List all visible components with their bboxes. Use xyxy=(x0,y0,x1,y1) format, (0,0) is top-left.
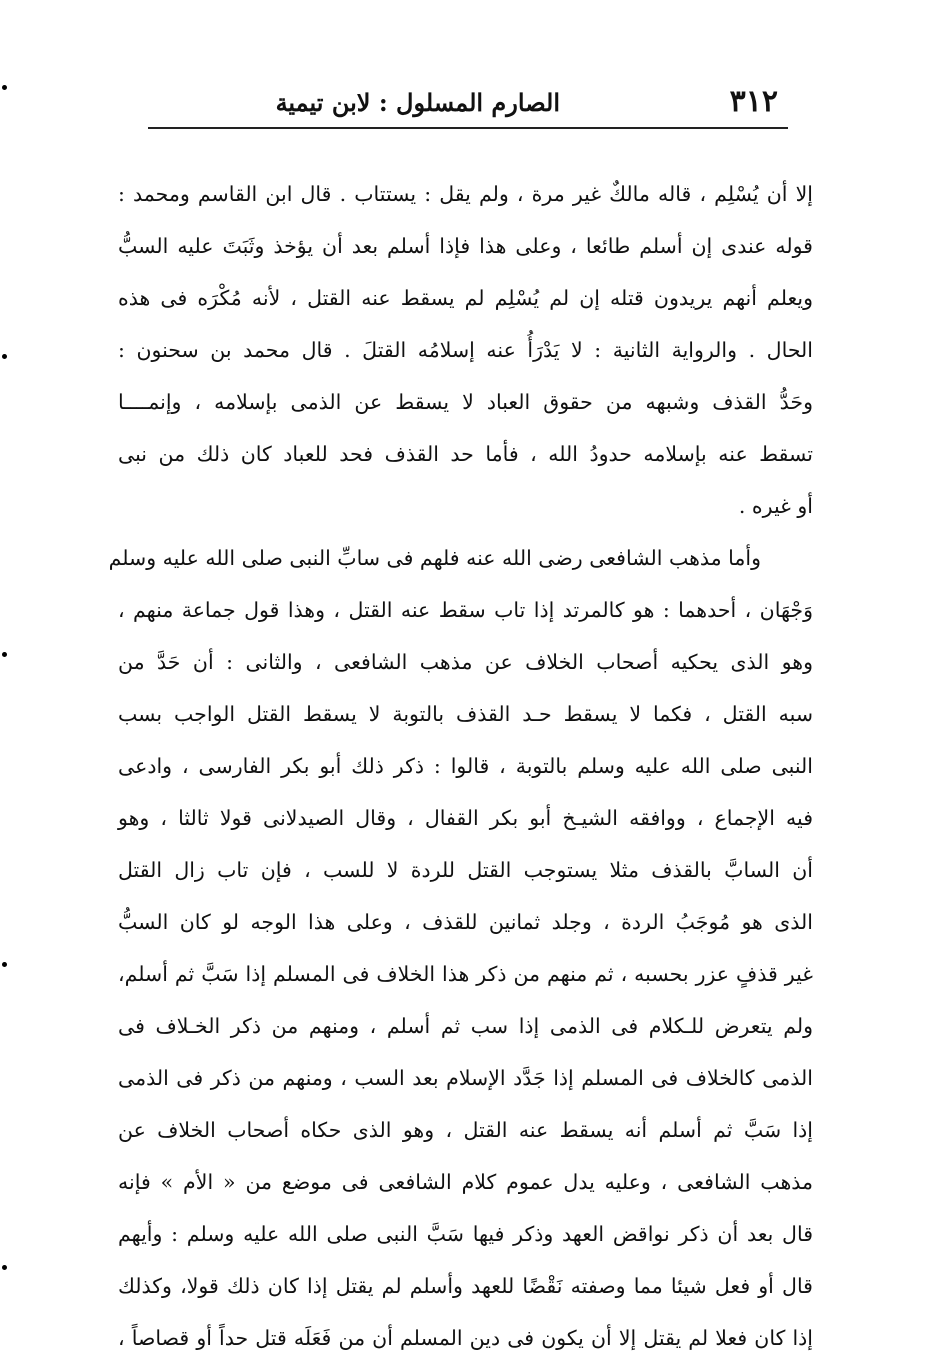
text-line: مذهب الشافعى ، وعليه يدل عموم كلام الشافعى فى موضع من « الأم » فإنه xyxy=(118,1170,813,1194)
text-line: أو غيره . xyxy=(738,494,813,518)
text-line: النبى صلى الله عليه وسلم بالتوبة ، قالوا : ذكر ذلك أبو بكر الفارسى ، وادعى xyxy=(118,754,813,778)
text-line: ويعلم أنهم يريدون قتله إن لم يُسْلِم لم يسقط عنه القتل ، لأنه مُكْرَه فى هذه xyxy=(118,286,813,310)
margin-mark xyxy=(2,962,7,967)
text-line: الذى هو مُوجَبُ الردة ، وجلد ثمانين للقذف ، وعلى هذا الوجه لو كان السبُّ xyxy=(118,910,813,934)
text-line: قال بعد أن ذكر نواقض العهد وذكر فيها سَبَّ النبى صلى الله عليه وسلم : وأيهم xyxy=(118,1222,813,1246)
text-line: قوله عندى إن أسلم طائعا ، وعلى هذا فإذا أسلم بعد أن يؤخذ وثَبَتَ عليه السبُّ xyxy=(118,234,813,258)
text-line: سبه القتل ، فكما لا يسقط حـد القذف بالتوبة لا يسقط القتل الواجب بسب xyxy=(118,702,813,726)
text-line: وهو الذى يحكيه أصحاب الخلاف عن مذهب الشافعى ، والثانى : أن حَدَّ من xyxy=(118,650,813,674)
text-line: ولم يتعرض للـكلام فى الذمى إذا سب ثم أسلم ، ومنهم من ذكر الخـلاف فى xyxy=(118,1014,814,1038)
text-line: إذا كان فعلا لم يقتل إلا أن يكون فى دين المسلم أن من فَعَلَه قتل حداً أو قصاصاً ، xyxy=(118,1326,813,1350)
text-line: تسقط عنه بإسلامه حدودُ الله ، فأما حد القذف فحد للعباد كان ذلك من نبى xyxy=(118,442,813,466)
page-header xyxy=(148,80,788,128)
text-line: إذا سَبَّ ثم أسلم أنه يسقط عنه القتل ، وهو الذى حكاه أصحاب الخلاف عن xyxy=(118,1118,813,1142)
header-rule xyxy=(148,127,788,129)
running-title: الصارم المسلول : لابن تيمية xyxy=(275,88,560,117)
paragraph-first-line: وأما مذهب الشافعى رضى الله عنه فلهم فى سابِّ النبى صلى الله عليه وسلم xyxy=(108,546,761,570)
text-line: الذمى كالخلاف فى المسلم إذا جَدَّد الإسلام بعد السب ، ومنهم من ذكر فى الذمى xyxy=(118,1066,813,1090)
text-line: الحال . والرواية الثانية : لا يَدْرَأُ عنه إسلامُه القتلَ . قال محمد بن سحنون : xyxy=(118,338,813,362)
text-line: قال أو فعل شيئا مما وصفته نَقْضًا للعهد وأسلم لم يقتل إذا كان ذلك قولا، وكذلك xyxy=(118,1274,813,1298)
text-line: فيه الإجماع ، ووافقه الشيـخ أبو بكر القفال ، وقال الصيدلانى قولا ثالثا ، وهو xyxy=(118,806,813,830)
margin-mark xyxy=(2,354,7,359)
text-line: أن السابَّ بالقذف مثلا يستوجب القتل للردة لا للسب ، فإن تاب زال القتل xyxy=(118,858,813,882)
margin-mark xyxy=(2,1265,7,1270)
text-line: غير قذفٍ عزر بحسبه ، ثم منهم من ذكر هذا الخلاف فى المسلم إذا سَبَّ ثم أسلم، xyxy=(118,962,813,986)
text-line: إلا أن يُسْلِم ، قاله مالكٌ غير مرة ، ولم يقل : يستتاب . قال ابن القاسم ومحمد : xyxy=(118,182,813,206)
text-line: وحَدُّ القذف وشبهه من حقوق العباد لا يسقط عن الذمى بإسلامه ، وإنمــــا xyxy=(118,390,813,414)
margin-mark xyxy=(2,85,7,90)
page-number: ٣١٢ xyxy=(729,84,778,119)
body-text xyxy=(108,168,814,1364)
text-line: وَجْهَان ، أحدهما : هو كالمرتد إذا تاب سقط عنه القتل ، وهذا قول جماعة منهم ، xyxy=(118,598,813,622)
margin-mark xyxy=(2,652,7,657)
